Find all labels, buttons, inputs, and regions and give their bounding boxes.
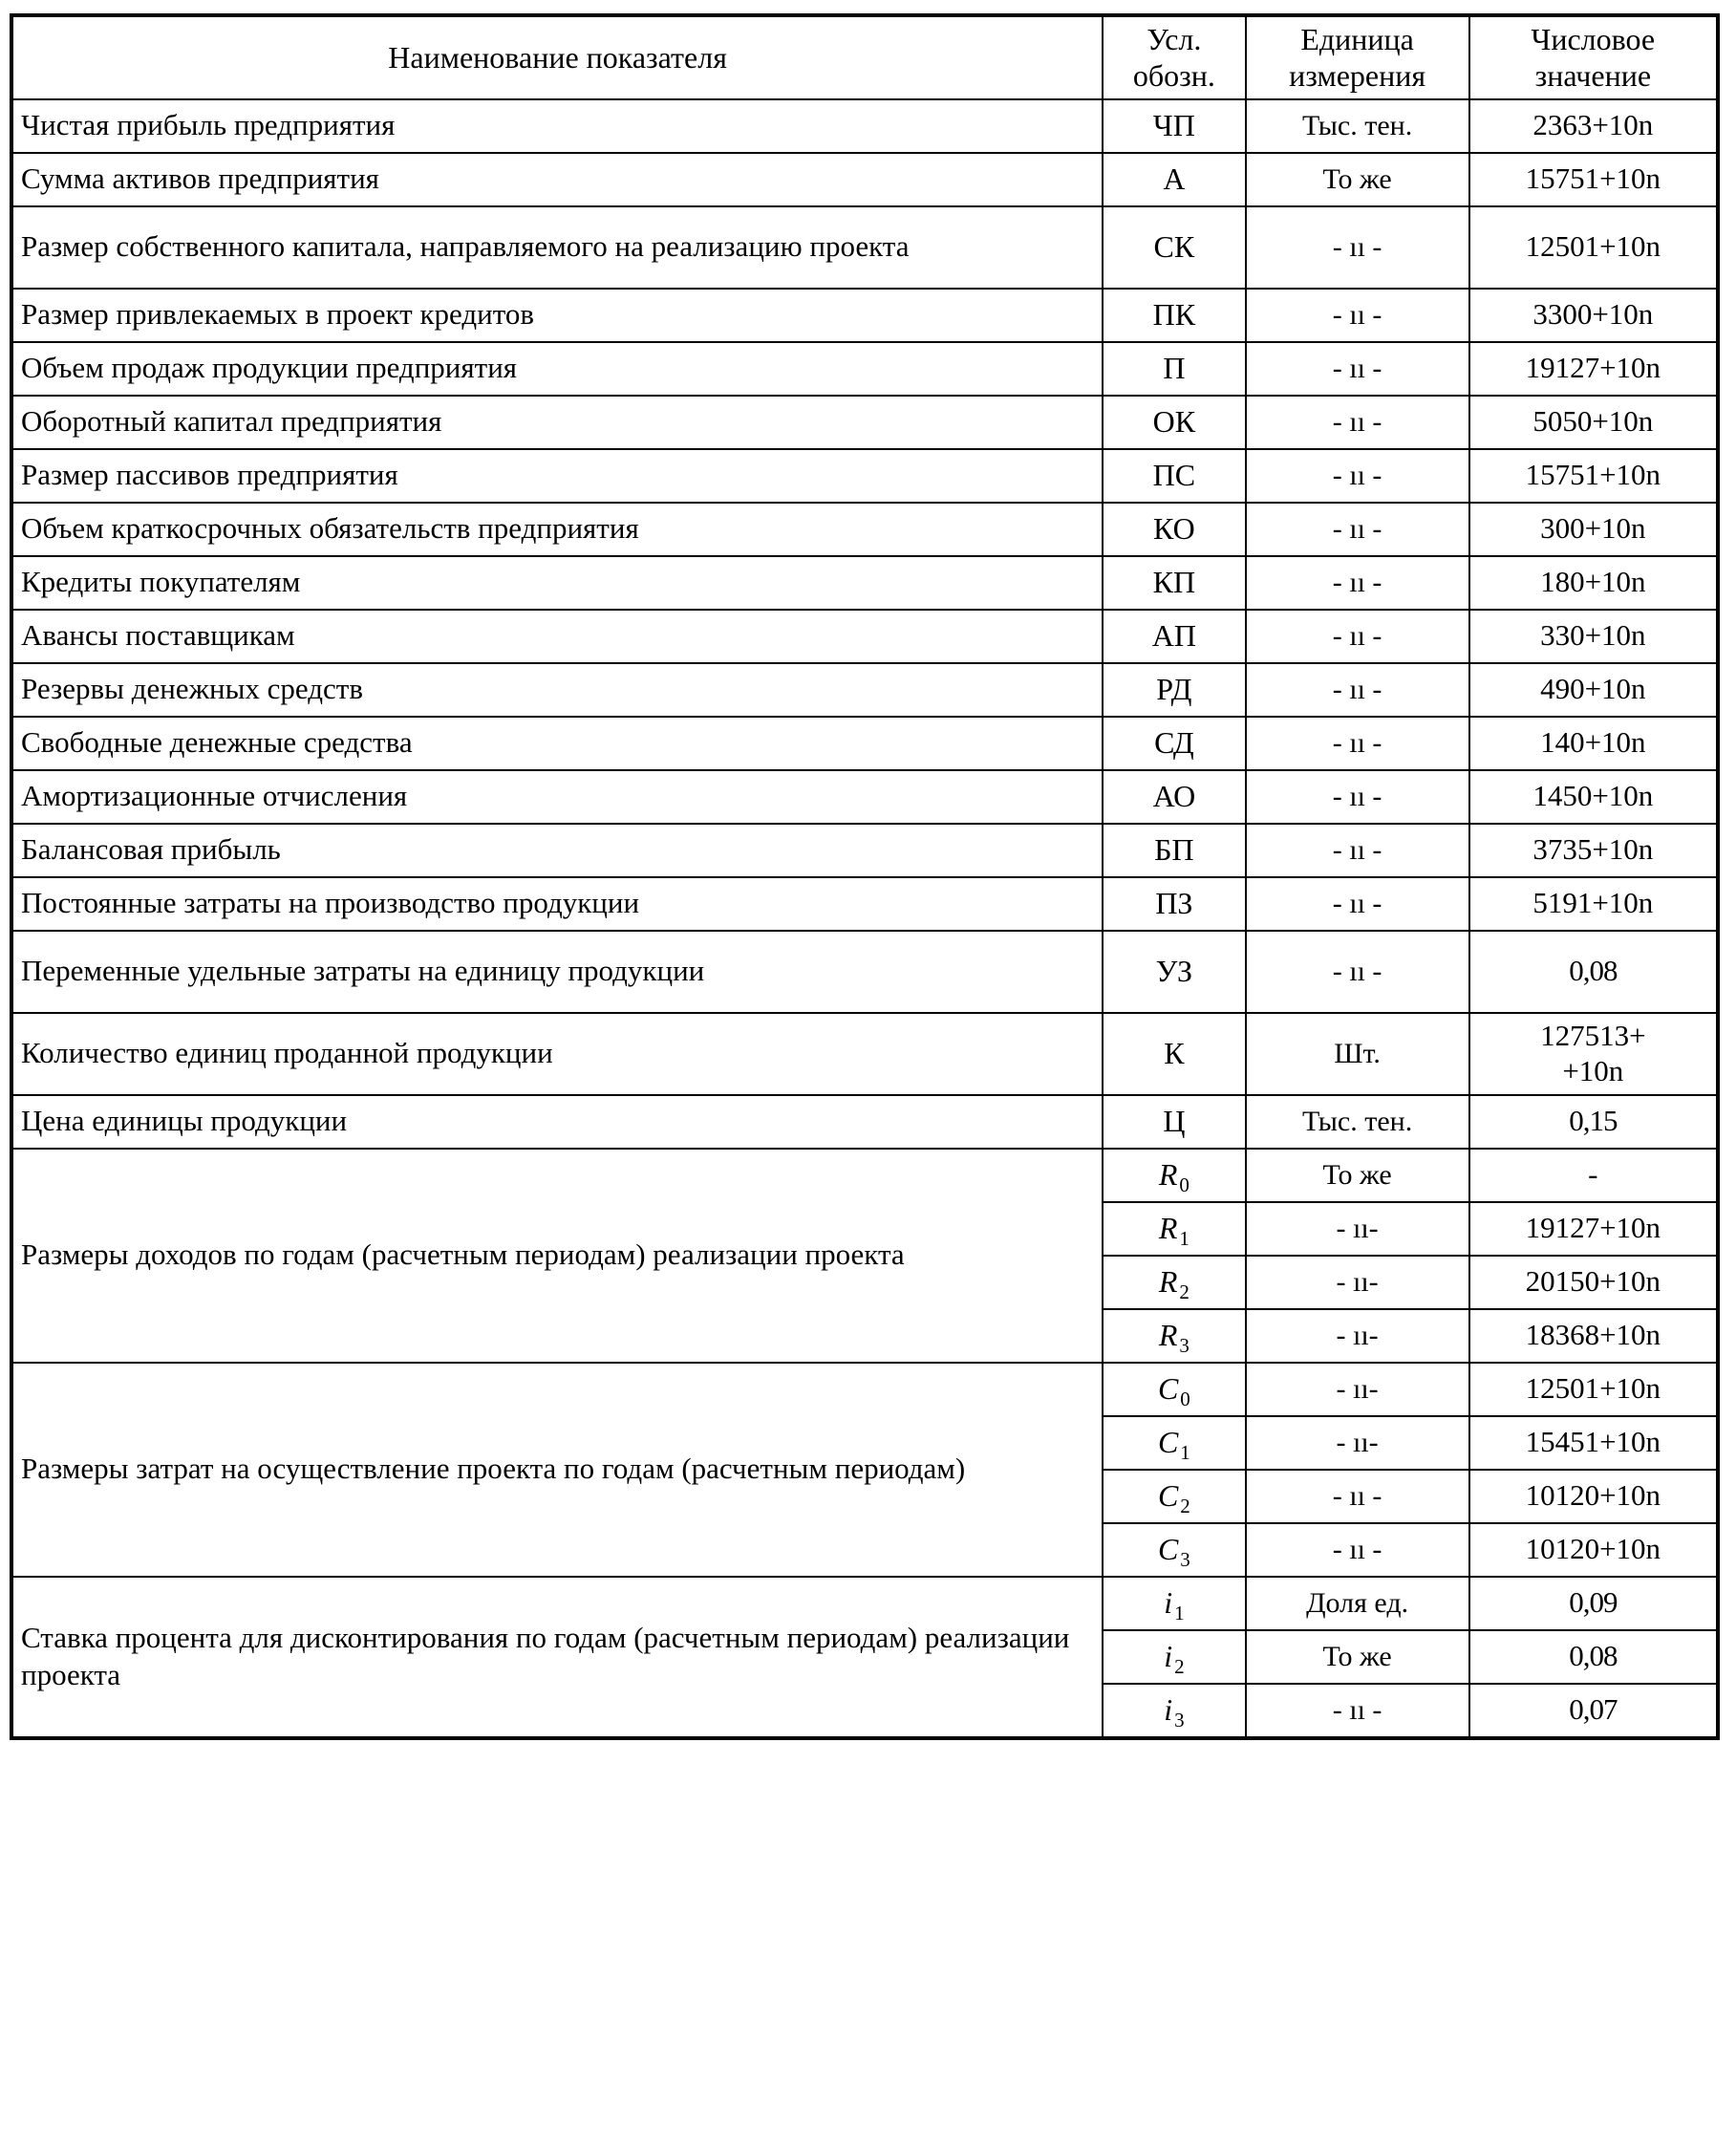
symbol-subscript: 1 [1174,1601,1185,1624]
row-unit: - ıı- [1246,1363,1469,1416]
row-unit: - ıı - [1246,770,1469,824]
header-symbol-line1: Усл. [1147,22,1202,56]
table-row [11,99,1718,153]
row-symbol: А [1103,153,1245,206]
symbol-subscript: 2 [1179,1280,1189,1303]
row-symbol: СК [1103,206,1245,289]
indicators-table [10,13,1720,1740]
row-value: 0,08 [1469,931,1718,1013]
row-symbol: СД [1103,717,1245,770]
row-symbol [1103,1309,1245,1363]
table-row [11,342,1718,396]
row-symbol [1103,1363,1245,1416]
row-name: Амортизационные отчисления [11,770,1103,824]
row-value-line2: +10n [1562,1053,1624,1087]
header-value-line2: значение [1534,58,1652,94]
symbol-subscript: 3 [1174,1708,1185,1732]
table-row [11,153,1718,206]
row-unit: То же [1246,153,1469,206]
group-name: Размеры доходов по годам (расчетным периодам) реализации проекта [11,1149,1103,1363]
symbol-letter: R [1158,1210,1178,1245]
row-symbol: АП [1103,610,1245,663]
group-name: Ставка процента для дисконтирования по годам (расчетным периодам) реализации проекта [11,1577,1103,1738]
table-header [11,15,1718,99]
header-unit-line1: Единица [1300,22,1414,56]
row-unit: - ıı - [1246,503,1469,556]
row-value: 0,15 [1469,1095,1718,1149]
header-symbol-line2: обозн. [1132,58,1215,94]
row-name: Размер собственного капитала, направляемого на реализацию проекта [11,206,1103,289]
header-row [11,15,1718,99]
row-unit: Доля ед. [1246,1577,1469,1630]
table-row [11,289,1718,342]
row-name: Чистая прибыль предприятия [11,99,1103,153]
row-unit: - ıı - [1246,610,1469,663]
table-row [11,503,1718,556]
row-value: 19127+10n [1469,1202,1718,1256]
row-value: 20150+10n [1469,1256,1718,1309]
table-row [11,396,1718,449]
symbol-subscript: 3 [1179,1333,1189,1357]
row-symbol: К [1103,1013,1245,1095]
row-name: Оборотный капитал предприятия [11,396,1103,449]
row-unit: - ıı - [1246,1684,1469,1738]
row-symbol: КП [1103,556,1245,610]
row-symbol: УЗ [1103,931,1245,1013]
table-row [11,824,1718,877]
row-unit: - ıı - [1246,931,1469,1013]
row-value: 490+10n [1469,663,1718,717]
row-value: 15751+10n [1469,153,1718,206]
table-row [11,1149,1718,1202]
row-value: 15751+10n [1469,449,1718,503]
symbol-letter: i [1164,1584,1173,1620]
row-name: Свободные денежные средства [11,717,1103,770]
row-name: Размер пассивов предприятия [11,449,1103,503]
table-row [11,556,1718,610]
row-symbol [1103,1202,1245,1256]
row-symbol: ПС [1103,449,1245,503]
row-name: Объем продаж продукции предприятия [11,342,1103,396]
row-name: Резервы денежных средств [11,663,1103,717]
row-name: Размер привлекаемых в проект кредитов [11,289,1103,342]
row-symbol: ЧП [1103,99,1245,153]
row-symbol: ОК [1103,396,1245,449]
symbol-letter: R [1158,1263,1178,1299]
row-value: 1450+10n [1469,770,1718,824]
header-value-line1: Числовое [1531,22,1656,56]
row-unit: То же [1246,1630,1469,1684]
row-unit: - ıı - [1246,396,1469,449]
row-symbol [1103,1470,1245,1523]
row-value: 3300+10n [1469,289,1718,342]
table-row [11,449,1718,503]
row-symbol [1103,1256,1245,1309]
row-name: Количество единиц проданной продукции [11,1013,1103,1095]
table-body [11,99,1718,1738]
symbol-subscript: 0 [1179,1173,1189,1196]
row-unit: - ıı - [1246,289,1469,342]
row-value: 10120+10n [1469,1470,1718,1523]
header-unit-line2: измерения [1289,58,1426,94]
table-row [11,717,1718,770]
row-unit: - ıı - [1246,342,1469,396]
header-value [1469,15,1718,99]
row-unit: - ıı - [1246,206,1469,289]
row-unit: - ıı - [1246,877,1469,931]
row-value [1469,1013,1718,1095]
symbol-letter: i [1164,1691,1173,1727]
header-unit [1246,15,1469,99]
row-value: 19127+10n [1469,342,1718,396]
row-name: Постоянные затраты на производство продукции [11,877,1103,931]
row-unit: - ıı - [1246,663,1469,717]
row-unit: Тыс. тен. [1246,1095,1469,1149]
row-unit: - ıı - [1246,1523,1469,1577]
table-row [11,1363,1718,1416]
row-name: Объем краткосрочных обязательств предприятия [11,503,1103,556]
row-unit: То же [1246,1149,1469,1202]
row-symbol: Ц [1103,1095,1245,1149]
row-unit: Тыс. тен. [1246,99,1469,153]
row-symbol: П [1103,342,1245,396]
table-row [11,877,1718,931]
table-row [11,610,1718,663]
row-value: 5191+10n [1469,877,1718,931]
row-unit: - ıı - [1246,1470,1469,1523]
group-name: Размеры затрат на осуществление проекта по годам (расчетным периодам) [11,1363,1103,1577]
row-value: 140+10n [1469,717,1718,770]
row-name: Сумма активов предприятия [11,153,1103,206]
row-name: Авансы поставщикам [11,610,1103,663]
row-value-line1: 127513+ [1540,1019,1646,1053]
symbol-subscript: 3 [1180,1547,1190,1571]
table-row [11,1577,1718,1630]
row-value: 5050+10n [1469,396,1718,449]
row-value: 300+10n [1469,503,1718,556]
row-unit: - ıı- [1246,1309,1469,1363]
table-row [11,931,1718,1013]
table-row [11,1013,1718,1095]
symbol-subscript: 1 [1179,1226,1189,1250]
row-value: 12501+10n [1469,206,1718,289]
symbol-subscript: 2 [1180,1494,1190,1517]
table-row [11,1095,1718,1149]
row-unit: Шт. [1246,1013,1469,1095]
row-value: - [1469,1149,1718,1202]
symbol-letter: R [1158,1156,1178,1192]
table-row [11,663,1718,717]
row-unit: - ıı- [1246,1416,1469,1470]
row-value: 330+10n [1469,610,1718,663]
row-symbol: ПЗ [1103,877,1245,931]
row-symbol: АО [1103,770,1245,824]
row-value: 15451+10n [1469,1416,1718,1470]
symbol-subscript: 2 [1174,1654,1185,1678]
row-value: 0,08 [1469,1630,1718,1684]
row-symbol: БП [1103,824,1245,877]
row-symbol [1103,1149,1245,1202]
row-symbol: РД [1103,663,1245,717]
row-unit: - ıı - [1246,449,1469,503]
row-name: Балансовая прибыль [11,824,1103,877]
row-value: 0,07 [1469,1684,1718,1738]
symbol-letter: R [1158,1317,1178,1352]
row-value: 180+10n [1469,556,1718,610]
symbol-letter: C [1157,1531,1179,1566]
symbol-letter: C [1157,1477,1179,1513]
row-unit: - ıı- [1246,1256,1469,1309]
row-unit: - ıı - [1246,556,1469,610]
row-symbol: КО [1103,503,1245,556]
row-name: Кредиты покупателям [11,556,1103,610]
row-name: Цена единицы продукции [11,1095,1103,1149]
symbol-subscript: 1 [1180,1440,1190,1464]
symbol-letter: i [1164,1638,1173,1673]
row-symbol [1103,1523,1245,1577]
row-unit: - ıı - [1246,717,1469,770]
row-symbol [1103,1577,1245,1630]
row-symbol [1103,1630,1245,1684]
row-value: 10120+10n [1469,1523,1718,1577]
row-unit: - ıı - [1246,824,1469,877]
row-value: 0,09 [1469,1577,1718,1630]
row-value: 3735+10n [1469,824,1718,877]
row-unit: - ıı- [1246,1202,1469,1256]
row-value: 2363+10n [1469,99,1718,153]
row-symbol: ПК [1103,289,1245,342]
symbol-subscript: 0 [1180,1387,1190,1410]
symbol-letter: C [1157,1370,1179,1406]
row-symbol [1103,1684,1245,1738]
header-name: Наименование показателя [11,15,1103,99]
row-name: Переменные удельные затраты на единицу продукции [11,931,1103,1013]
table-row [11,206,1718,289]
row-symbol [1103,1416,1245,1470]
symbol-letter: C [1157,1424,1179,1459]
table-row [11,770,1718,824]
row-value: 18368+10n [1469,1309,1718,1363]
header-symbol [1103,15,1245,99]
row-value: 12501+10n [1469,1363,1718,1416]
